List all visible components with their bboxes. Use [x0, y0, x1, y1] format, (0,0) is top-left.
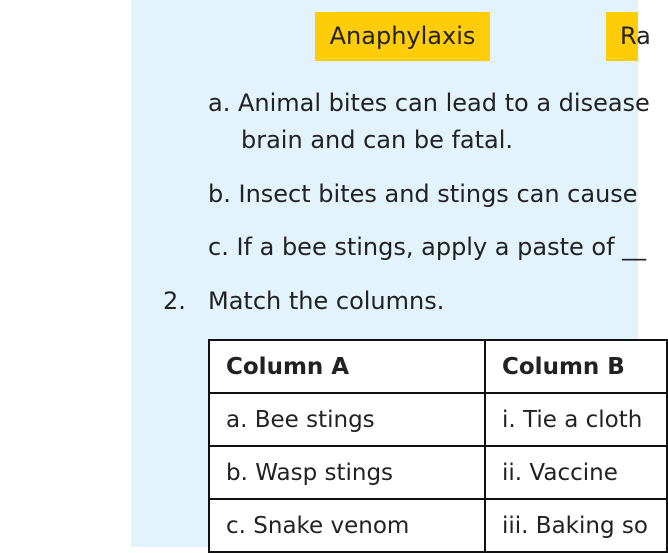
column-b-cell: ii. Vaccine — [485, 446, 667, 499]
match-columns-table — [208, 339, 668, 553]
column-b-header: Column B — [485, 340, 667, 393]
fill-blank-b: b. Insect bites and stings can cause — [208, 180, 638, 208]
column-a-cell: c. Snake venom — [209, 499, 485, 552]
keyword-chip-ra: Ra — [606, 12, 638, 61]
column-b-cell: iii. Baking so — [485, 499, 667, 552]
table-row — [209, 393, 667, 446]
question-number: 2. — [163, 287, 186, 315]
table-row — [209, 499, 667, 552]
fill-blank-c: c. If a bee stings, apply a paste of __ — [208, 233, 647, 261]
column-a-cell: b. Wasp stings — [209, 446, 485, 499]
column-a-cell: a. Bee stings — [209, 393, 485, 446]
table-header-row — [209, 340, 667, 393]
question-text: Match the columns. — [208, 287, 445, 315]
table-row — [209, 446, 667, 499]
keyword-chip-anaphylaxis: Anaphylaxis — [315, 12, 490, 61]
column-b-cell: i. Tie a cloth — [485, 393, 667, 446]
fill-blank-a-line2: brain and can be fatal. — [241, 126, 514, 154]
fill-blank-a-line1: a. Animal bites can lead to a disease — [208, 89, 650, 117]
column-a-header: Column A — [209, 340, 485, 393]
